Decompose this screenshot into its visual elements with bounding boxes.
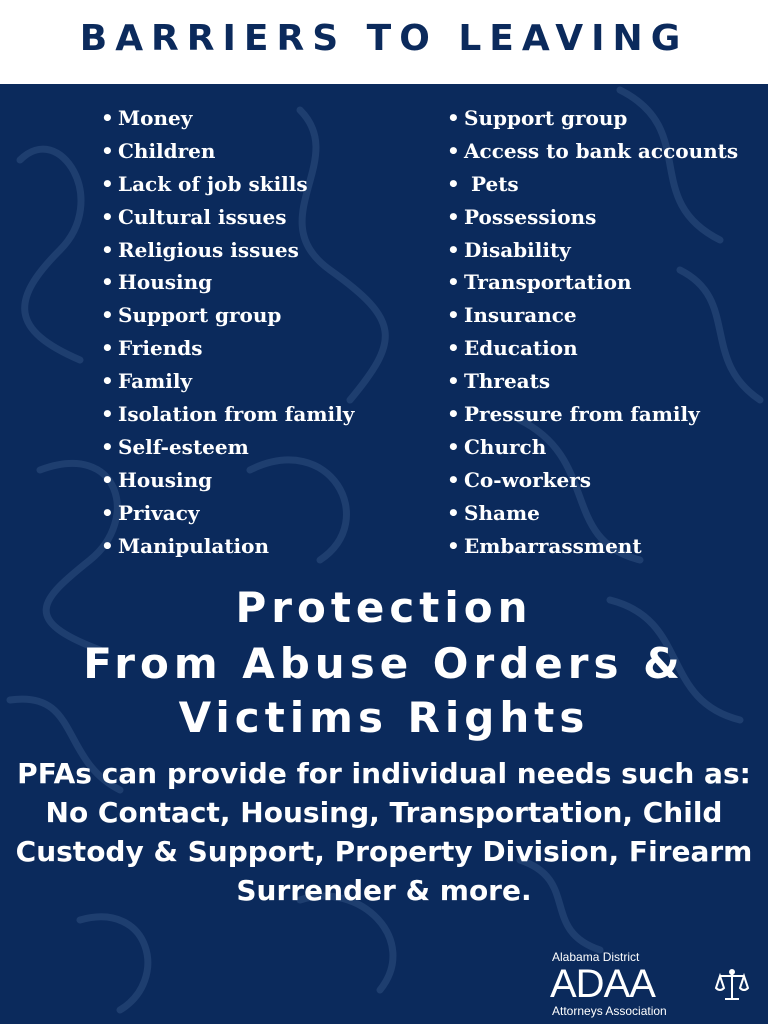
logo-top-text: Alabama District	[552, 950, 640, 964]
list-item: • Shame	[447, 497, 738, 530]
section-heading-line-1: Protection	[235, 583, 533, 632]
list-item: • Housing	[101, 464, 354, 497]
list-item: • Privacy	[101, 497, 354, 530]
list-item: • Lack of job skills	[101, 168, 354, 201]
barriers-list-right	[447, 102, 738, 562]
list-item: • Family	[101, 365, 354, 398]
list-item: • Cultural issues	[101, 201, 354, 234]
list-item: • Education	[447, 332, 738, 365]
list-item: • Housing	[101, 266, 354, 299]
section-heading-line-2: From Abuse Orders &	[83, 639, 685, 688]
list-item: • Possessions	[447, 201, 738, 234]
barriers-list-left	[101, 102, 354, 562]
list-item: • Money	[101, 102, 354, 135]
list-item: • Support group	[447, 102, 738, 135]
list-item: • Embarrassment	[447, 530, 738, 563]
list-item: • Pets	[447, 168, 738, 201]
list-item: • Manipulation	[101, 530, 354, 563]
logo-bottom-text: Attorneys Association	[552, 1004, 667, 1018]
list-item: • Access to bank accounts	[447, 135, 738, 168]
section-heading-line-3: Victims Rights	[178, 693, 590, 742]
list-item: • Support group	[101, 299, 354, 332]
list-item: • Children	[101, 135, 354, 168]
adaa-logo	[548, 946, 758, 1018]
header-banner	[0, 0, 768, 84]
scales-of-justice-icon	[714, 968, 750, 1002]
list-item: • Disability	[447, 234, 738, 267]
logo-acronym: ADAA	[550, 962, 655, 1006]
list-item: • Pressure from family	[447, 398, 738, 431]
list-item: • Insurance	[447, 299, 738, 332]
list-item: • Co-workers	[447, 464, 738, 497]
list-item: • Church	[447, 431, 738, 464]
page-title: BARRIERS TO LEAVING	[79, 18, 689, 59]
list-item: • Self-esteem	[101, 431, 354, 464]
list-item: • Isolation from family	[101, 398, 354, 431]
list-item: • Threats	[447, 365, 738, 398]
pfa-description: PFAs can provide for individual needs such as: No Contact, Housing, Transportation, Child Custody & Support, Property Division, Firearm Surrender & more.	[15, 757, 753, 907]
list-item: • Friends	[101, 332, 354, 365]
list-item: • Transportation	[447, 266, 738, 299]
list-item: • Religious issues	[101, 234, 354, 267]
